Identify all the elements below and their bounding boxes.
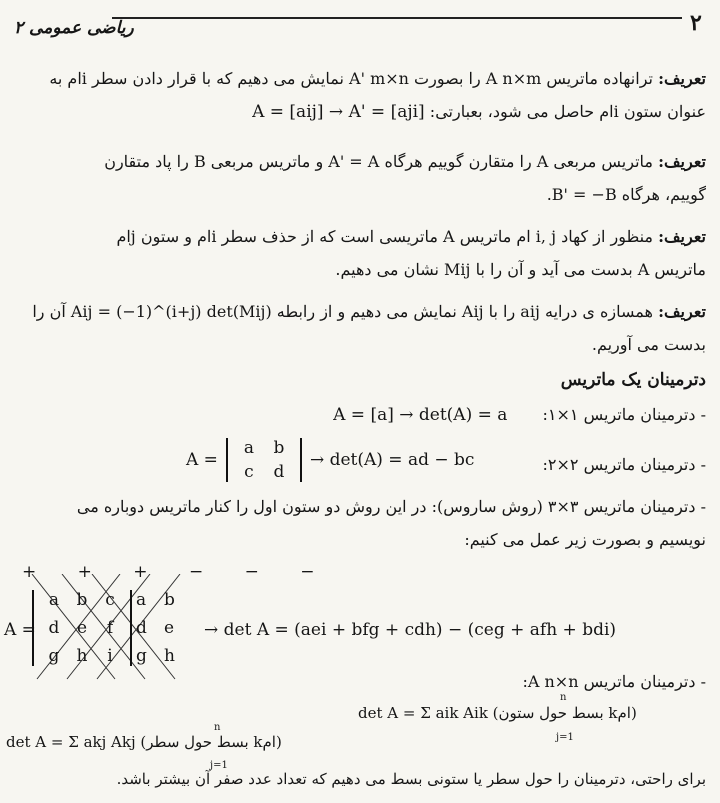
det-3x3-text: - دترمینان ماتریس ۳×۳ (روش ساروس): در این روش دو ستون اول را کنار ماتریس دوباره می bbox=[76, 497, 706, 516]
sum-upper-limit: n bbox=[560, 692, 567, 703]
definition-label: تعریف: bbox=[658, 152, 706, 171]
matrix-entry: d bbox=[48, 618, 60, 638]
page-number: ۲ bbox=[690, 10, 702, 36]
matrix-entry: h bbox=[76, 646, 88, 666]
matrix-2x2 bbox=[226, 438, 302, 482]
definition-text: عنوان ستون iام حاصل می شود، بعبارتی: bbox=[429, 102, 706, 121]
row-expansion: det A = Σ akj Akj (بسط حول سطر kام) bbox=[6, 733, 282, 751]
matrix-lhs: A = bbox=[186, 450, 218, 470]
column-expansion: det A = Σ aik Aik (بسط حول ستون kام) bbox=[358, 704, 637, 722]
det-2x2-label: - دترمینان ماتریس ۲×۲: bbox=[542, 455, 706, 474]
matrix-entry: h bbox=[164, 646, 175, 666]
matrix-entry: a bbox=[243, 438, 254, 458]
matrix-entry: b bbox=[273, 438, 285, 458]
definition-text: ماتریس مربعی A را متقارن گوییم هرگاه A' = A و ماتریس مربعی B را پاد متقارن bbox=[104, 152, 653, 171]
matrix-3x3 bbox=[32, 590, 132, 666]
det-3x3-description bbox=[6, 490, 706, 556]
det-1x1-line bbox=[333, 405, 706, 425]
matrix-entry: b bbox=[76, 590, 88, 610]
sarrus-matrix bbox=[32, 590, 192, 666]
matrix-entry: e bbox=[76, 618, 88, 638]
definition-text: همسازه ی درایه aij را با Aij نمایش می دهیم و از رابطه Aij = (−1)^(i+j) det(Mij) آن را bbox=[32, 302, 653, 321]
sum-lower-limit: j=1 bbox=[210, 760, 228, 771]
matrix-entry: a bbox=[136, 590, 147, 610]
sarrus-lhs: A = bbox=[4, 620, 36, 640]
definition-text: بدست می آوریم. bbox=[591, 335, 706, 354]
closing-remark: برای راحتی، دترمینان را حول سطر یا ستونی بسط می دهیم که تعداد عدد صفر آن بیشتر باشد. bbox=[116, 770, 706, 788]
section-heading: دترمینان یک ماتریس bbox=[560, 370, 706, 390]
det-3x3-text: نویسیم و بصورت زیر عمل می کنیم: bbox=[464, 530, 706, 549]
definition-transpose bbox=[6, 62, 706, 129]
matrix-entry: g bbox=[48, 646, 60, 666]
matrix-entry: g bbox=[136, 646, 147, 666]
det-2x2-formula: → det(A) = ad − bc bbox=[309, 450, 475, 470]
matrix-entry: d bbox=[273, 462, 285, 482]
matrix-entry: c bbox=[244, 462, 254, 482]
matrix-entry: e bbox=[164, 618, 175, 638]
matrix-entry: f bbox=[106, 618, 114, 638]
sum-lower-limit: j=1 bbox=[556, 732, 574, 743]
matrix-entry: b bbox=[164, 590, 175, 610]
definition-label: تعریف: bbox=[658, 302, 706, 321]
definition-text: ماتریس A بدست می آید و آن را با Mij نشان می دهیم. bbox=[335, 260, 706, 279]
definition-text: منظور از کهاد i, j ام ماتریس A ماتریسی است که از حذف سطر iام و ستون jام bbox=[116, 227, 653, 246]
definition-label: تعریف: bbox=[658, 227, 706, 246]
transpose-formula: A = [aij] → A' = [aji] bbox=[252, 102, 425, 122]
definition-label: تعریف: bbox=[658, 69, 706, 88]
matrix-entry: c bbox=[105, 590, 115, 610]
sarrus-signs: + + + − − − bbox=[22, 562, 333, 582]
matrix-entry: i bbox=[107, 646, 113, 666]
det-2x2-expression bbox=[186, 438, 474, 482]
definition-minor bbox=[6, 220, 706, 286]
definition-cofactor bbox=[6, 295, 706, 361]
matrix-entry: a bbox=[48, 590, 60, 610]
header-divider bbox=[112, 17, 682, 19]
det-1x1-label: - دترمینان ماتریس ۱×۱: bbox=[542, 405, 706, 424]
det-1x1-formula: A = [a] → det(A) = a bbox=[333, 405, 508, 425]
definition-symmetric bbox=[6, 145, 706, 211]
definition-text: ترانهاده ماتریس A n×m را بصورت A' m×n نمایش می دهیم که با قرار دادن سطر iام به bbox=[49, 69, 653, 88]
matrix-extension-columns bbox=[132, 590, 192, 666]
sum-upper-limit: n bbox=[214, 722, 221, 733]
matrix-entry: d bbox=[136, 618, 147, 638]
det-nxn-label: - دترمینان ماتریس A n×n: bbox=[522, 672, 706, 691]
definition-text: گوییم، هرگاه B' = −B. bbox=[546, 185, 706, 204]
running-header-title: ریاضی عمومی ۲ bbox=[14, 18, 134, 38]
sarrus-formula: → det A = (aei + bfg + cdh) − (ceg + afh + bdi) bbox=[204, 620, 617, 640]
